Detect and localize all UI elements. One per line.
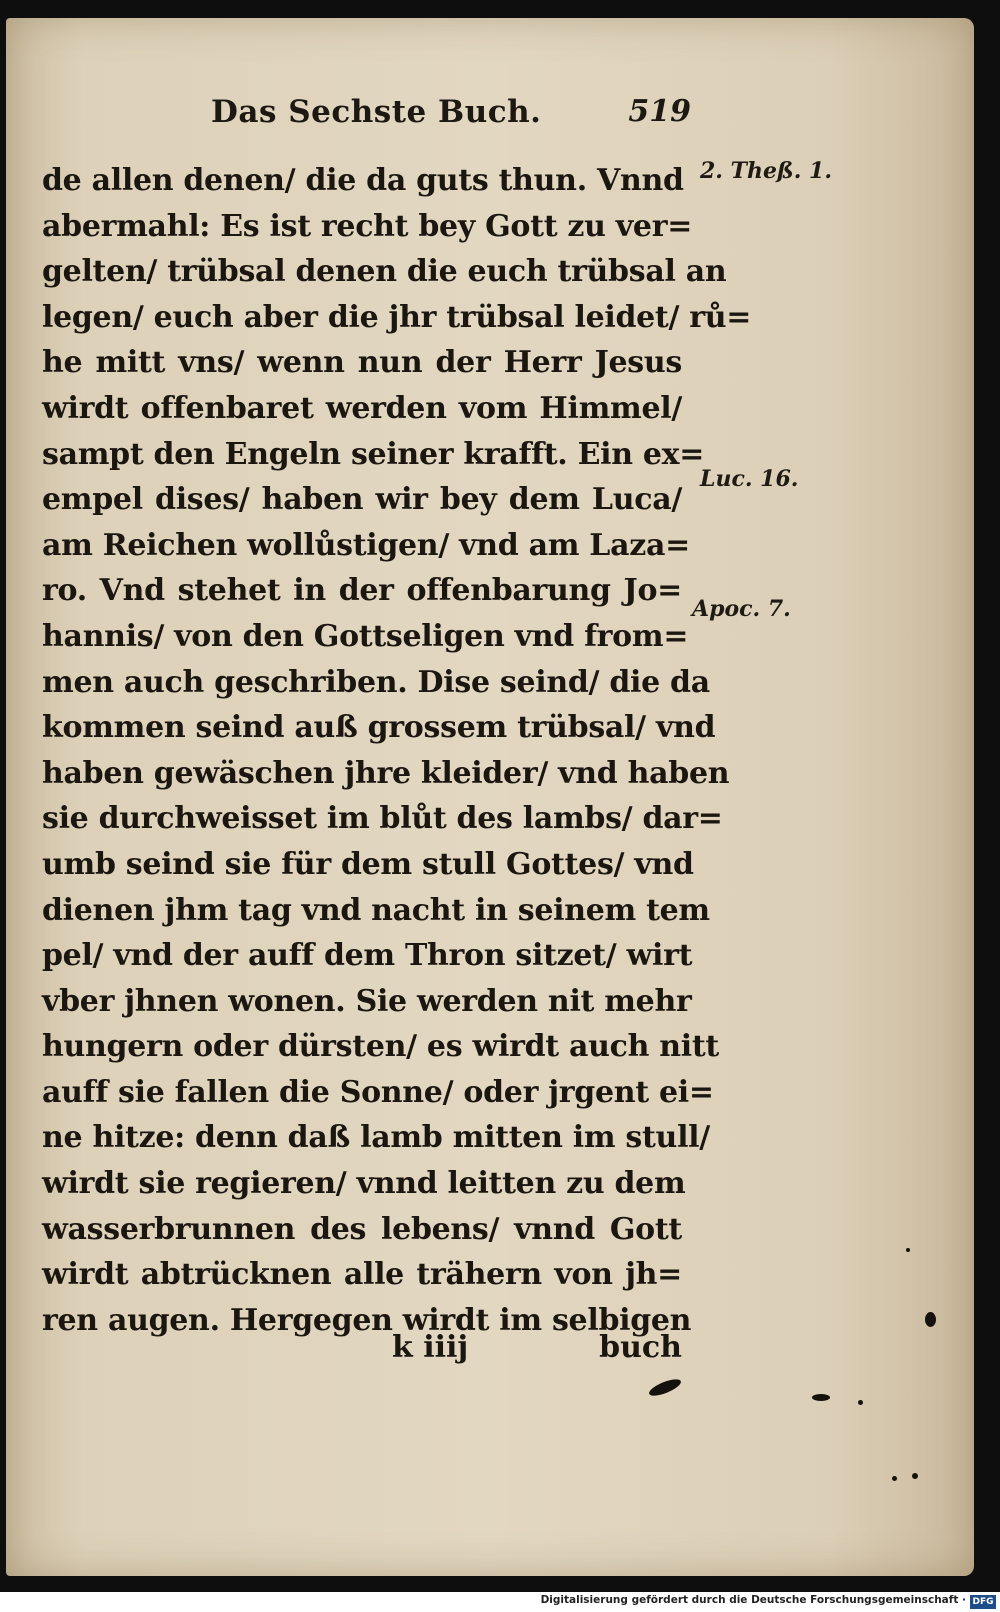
text-line: gelten/ trübsal denen die euch trübsal an [42, 254, 727, 290]
text-line: wasserbrunnen des lebens/ vnnd Gott [42, 1211, 682, 1247]
funding-credit: Digitalisierung gefördert durch die Deutsche Forschungsgemeinschaft · [540, 1594, 966, 1606]
text-line: dienen jhm tag vnd nacht in seinem tem [42, 892, 710, 928]
text-line: ro. Vnd stehet in der offenbarung Jo= [42, 573, 682, 609]
text-line: empel dises/ haben wir bey dem Luca/ [42, 482, 682, 518]
text-line: hungern oder dürsten/ es wirdt auch nitt [42, 1029, 719, 1065]
text-line: legen/ euch aber die jhr trübsal leidet/ rů= [42, 299, 752, 335]
running-head: Das Sechste Buch. [211, 94, 542, 130]
ink-spot [912, 1473, 918, 1479]
text-line: haben gewäschen jhre kleider/ vnd haben [42, 755, 730, 791]
text-line: sie durchweisset im blůt des lambs/ dar= [42, 801, 723, 837]
text-line: sampt den Engeln seiner krafft. Ein ex= [42, 436, 705, 472]
ink-spot [858, 1400, 863, 1405]
dfg-logo: DFG [970, 1595, 996, 1609]
text-line: auff sie fallen die Sonne/ oder jrgent ei= [42, 1074, 714, 1110]
text-line: he mitt vns/ wenn nun der Herr Jesus [42, 345, 682, 381]
margin-note-thess: 2. Theß. 1. [700, 158, 832, 184]
text-line: ne hitze: denn daß lamb mitten im stull/ [42, 1120, 710, 1156]
ink-spot [812, 1394, 830, 1401]
page-header [211, 94, 691, 138]
ink-spot [925, 1312, 936, 1327]
text-line: wirdt abtrücknen alle trähern von jh= [42, 1257, 682, 1293]
margin-note-apoc: Apoc. 7. [692, 596, 791, 622]
text-line: wirdt offenbaret werden vom Himmel/ [42, 390, 682, 426]
text-line: wirdt sie regieren/ vnnd leitten zu dem [42, 1166, 686, 1202]
text-line: umb seind sie für dem stull Gottes/ vnd [42, 846, 694, 882]
ink-spot [892, 1476, 897, 1481]
catchword: buch [599, 1330, 682, 1365]
book-page [6, 18, 974, 1576]
text-line: abermahl: Es ist recht bey Gott zu ver= [42, 208, 693, 244]
page-number: 519 [628, 94, 691, 129]
text-line: men auch geschriben. Dise seind/ die da [42, 664, 710, 700]
text-line: vber jhnen wonen. Sie werden nit mehr [42, 983, 692, 1019]
text-line: ren augen. Hergegen wirdt im selbigen [42, 1302, 692, 1338]
signature-mark: k iiij [392, 1330, 469, 1365]
text-line: pel/ vnd der auff dem Thron sitzet/ wirt [42, 938, 693, 974]
ink-spot [906, 1248, 910, 1252]
footer-strip [0, 1592, 1000, 1612]
text-line: hannis/ von den Gottseligen vnd from= [42, 618, 689, 654]
text-line: am Reichen wollůstigen/ vnd am Laza= [42, 527, 690, 563]
text-line: kommen seind auß grossem trübsal/ vnd [42, 710, 716, 746]
text-line: de allen denen/ die da guts thun. Vnnd [42, 163, 684, 198]
signature-line [42, 1330, 682, 1376]
margin-note-luc: Luc. 16. [700, 466, 799, 492]
ink-spot [647, 1376, 683, 1399]
